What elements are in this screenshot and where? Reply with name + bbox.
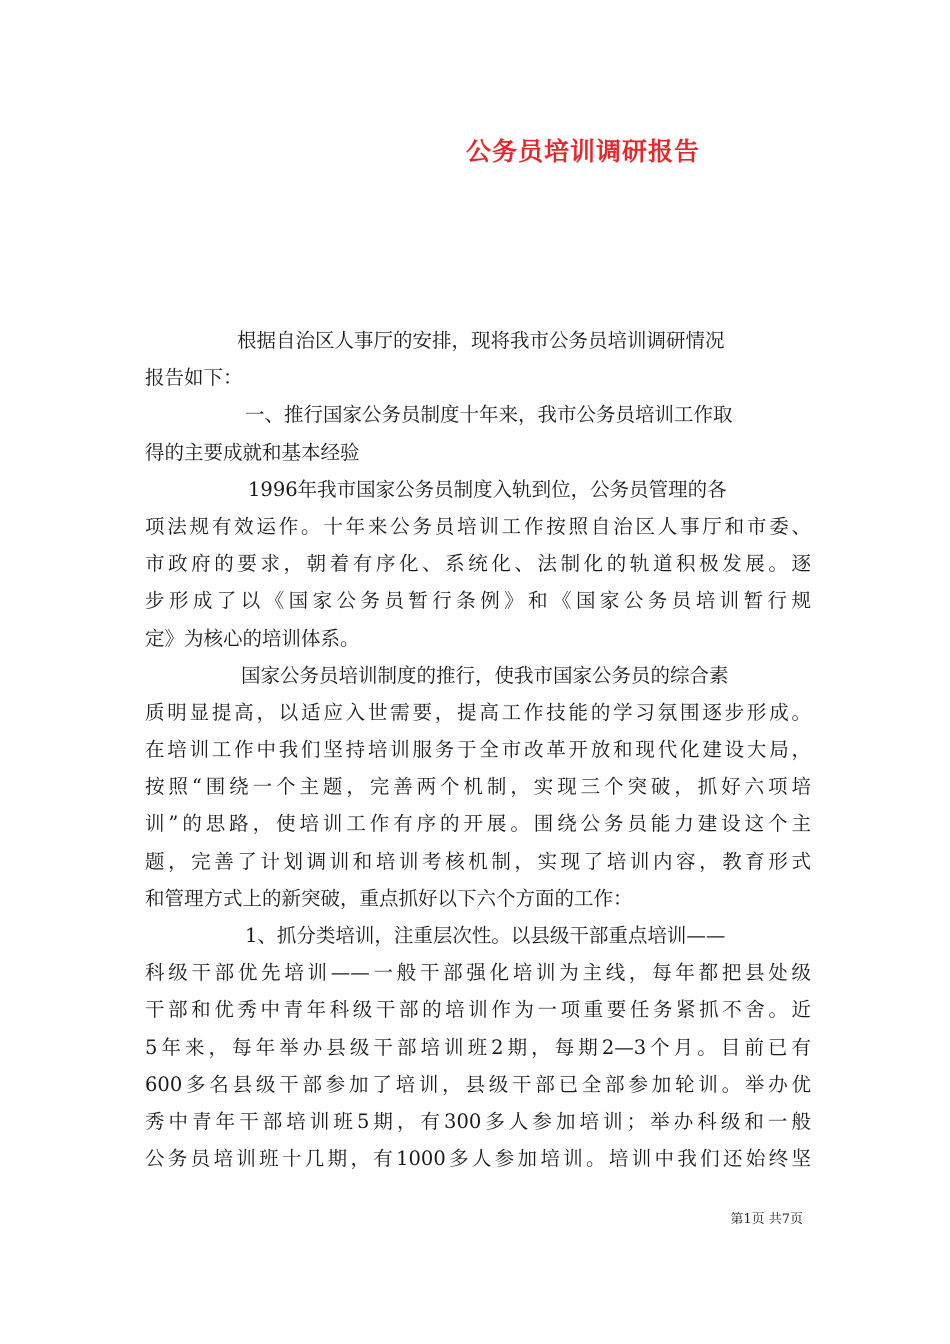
text-line: 市政府的要求，朝着有序化、系统化、法制化的轨道积极发展。逐 [145,552,811,576]
text-line: 一、推行国家公务员制度十年来，我市公务员培训工作取 [245,403,733,427]
document-body [145,322,811,1177]
text-line: 按照“围绕一个主题，完善两个机制，实现三个突破，抓好六项培 [145,775,811,799]
text-line: 科级干部优先培训——一般干部强化培训为主线，每年都把县处级 [145,961,811,985]
text-line: 国家公务员培训制度的推行，使我市国家公务员的综合素 [241,663,729,687]
text-line: 1996年我市国家公务员制度入轨到位，公务员管理的各 [248,477,727,501]
text-line: 1、抓分类培训，注重层次性。以县级干部重点培训—— [245,924,726,947]
text-line: 报告如下： [145,366,243,390]
text-line: 600多名县级干部参加了培训，县级干部已全部参加轮训。举办优 [145,1072,811,1096]
page-number: 第1页 共7页 [730,1212,803,1227]
text-line: 根据自治区人事厅的安排，现将我市公务员培训调研情况 [237,329,725,352]
text-line: 5年来，每年举办县级干部培训班2期，每期2—3个月。目前已有 [145,1035,811,1059]
text-line: 干部和优秀中青年科级干部的培训作为一项重要任务紧抓不舍。近 [145,998,811,1022]
document-title: 公务员培训调研报告 [465,137,700,166]
text-line: 训”的思路，使培训工作有序的开展。围绕公务员能力建设这个主 [145,812,811,836]
text-line: 公务员培训班十几期，有1000多人参加培训。培训中我们还始终坚 [145,1147,811,1171]
text-line: 在培训工作中我们坚持培训服务于全市改革开放和现代化建设大局， [145,738,811,762]
text-line: 步形成了以《国家公务员暂行条例》和《国家公务员培训暂行规 [145,589,811,613]
text-line: 定》为核心的培训体系。 [145,626,360,650]
text-line: 得的主要成就和基本经验 [145,440,360,464]
text-line: 质明显提高，以适应入世需要，提高工作技能的学习氛围逐步形成。 [145,700,811,724]
text-line: 和管理方式上的新突破，重点抓好以下六个方面的工作： [145,886,633,910]
text-line: 项法规有效运作。十年来公务员培训工作按照自治区人事厅和市委、 [145,514,811,538]
text-line: 题，完善了计划调训和培训考核机制，实现了培训内容，教育形式 [145,849,811,873]
text-line: 秀中青年干部培训班5期，有300多人参加培训；举办科级和一般 [145,1109,811,1133]
